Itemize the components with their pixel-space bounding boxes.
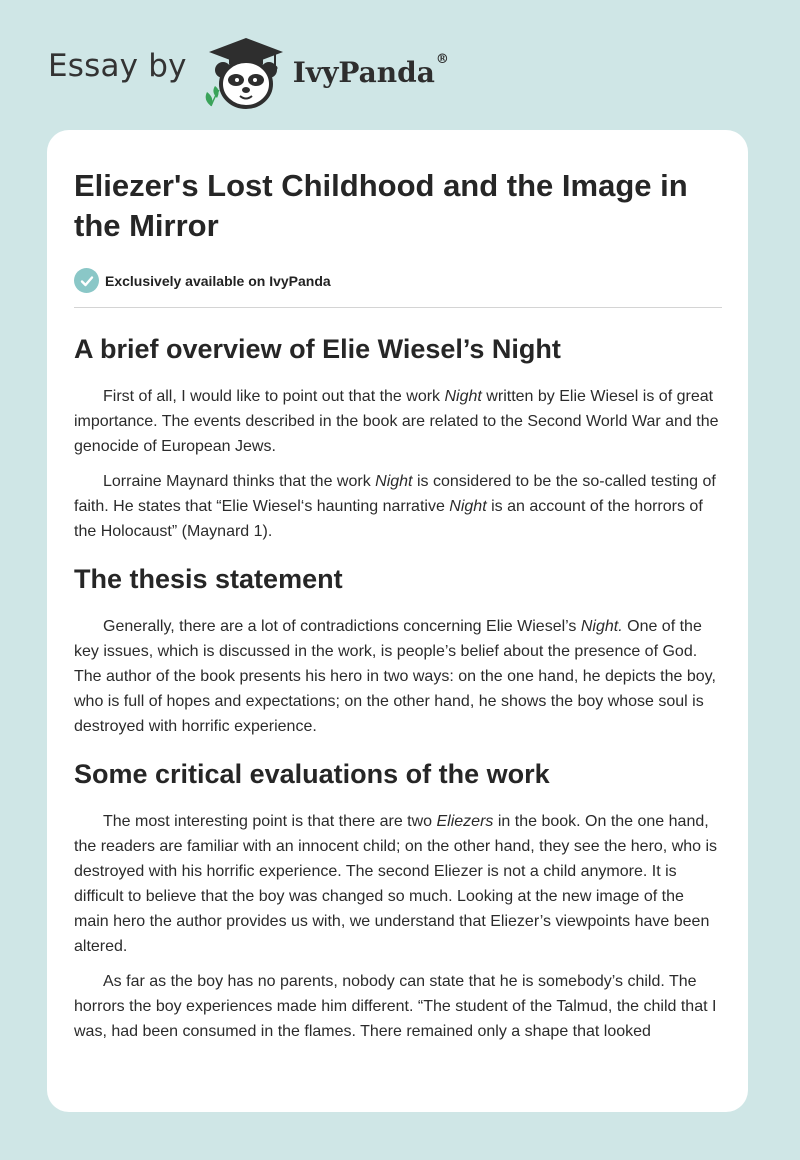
section-heading: A brief overview of Elie Wiesel’s Night [74, 334, 561, 364]
paragraph: First of all, I would like to point out that the work Night written by Elie Wiesel is of great importance. The events described in the book are related to the Second World War and the genocide of European Jews. [74, 388, 719, 455]
brand-name[interactable]: IvyPanda® [292, 51, 449, 89]
panda-graduate-icon[interactable] [201, 30, 291, 110]
paragraph: Lorraine Maynard thinks that the work Night is considered to be the so-called testing of faith. He states that “Elie Wiesel‘s haunting narrative Night is an account of the horrors of the Holocaust” (Maynard 1). [74, 473, 716, 540]
page-title: Eliezer's Lost Childhood and the Image in the Mirror [74, 168, 688, 243]
check-icon [74, 268, 99, 293]
badge-label: Exclusively available on IvyPanda [105, 272, 331, 289]
paragraph: Generally, there are a lot of contradictions concerning Elie Wiesel’s Night. One of the key issues, which is discussed in the work, is people’s belief about the presence of God. The author of the book presents his hero in two ways: on the one hand, he depicts the boy, who is full of hopes and expectations; on the other hand, he shows the boy whose soul is destroyed with horrific experience. [74, 618, 716, 735]
article-card [47, 130, 748, 1112]
paragraph: As far as the boy has no parents, nobody can state that he is somebody’s child. The horrors the boy experiences made him different. “The student of the Talmud, the child that I was, had been consumed in the flames. There remained only a shape that looked [74, 973, 717, 1040]
section-heading: Some critical evaluations of the work [74, 759, 550, 789]
exclusive-badge [74, 268, 722, 293]
site-header [48, 30, 449, 110]
section-heading: The thesis statement [74, 564, 343, 594]
registered-mark: ® [435, 51, 449, 67]
paragraph: The most interesting point is that there are two Eliezers in the book. On the one hand, the readers are familiar with an innocent child; on the other hand, they see the hero, who is destroyed with his horrific experience. The second Eliezer is not a child anymore. It is difficult to believe that the boy was changed so much. Looking at the new image of the main hero the author provides us with, we understand that Eliezer’s viewpoints have been altered. [74, 813, 718, 955]
essay-by-label: Essay by [48, 48, 187, 84]
divider [74, 307, 722, 308]
